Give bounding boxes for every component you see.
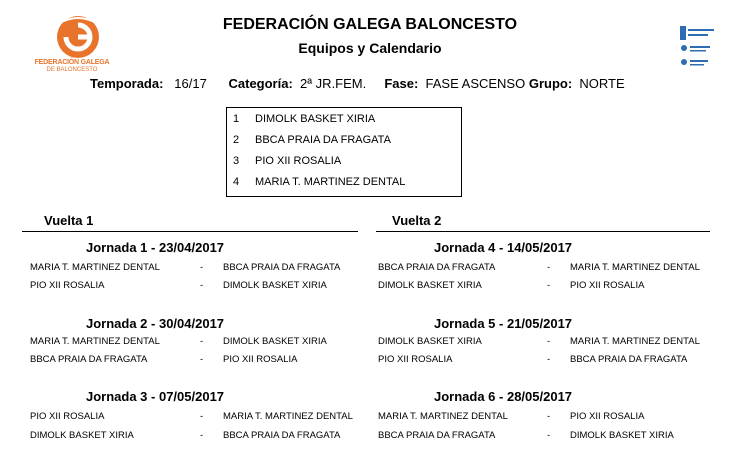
match-separator: - <box>200 354 204 365</box>
jornada-1-heading: Jornada 1 - 23/04/2017 <box>86 240 225 255</box>
category-value: 2ª JR.FEM. <box>300 76 367 91</box>
match-home: BBCA PRAIA DA FRAGATA <box>378 262 496 273</box>
team-name: BBCA PRAIA DA FRAGATA <box>255 134 391 146</box>
match-home: BBCA PRAIA DA FRAGATA <box>378 430 496 441</box>
vuelta-2-heading: Vuelta 2 <box>392 213 442 228</box>
team-name: PIO XII ROSALIA <box>255 155 342 167</box>
category-label: Categoría: <box>228 76 293 91</box>
xunta-logo <box>678 26 718 90</box>
jornada-2-heading: Jornada 2 - 30/04/2017 <box>86 316 225 331</box>
match-away: MARIA T. MARTINEZ DENTAL <box>223 411 353 422</box>
match-home: PIO XII ROSALIA <box>30 411 105 422</box>
match-separator: - <box>547 262 551 273</box>
match-home: DIMOLK BASKET XIRIA <box>30 430 134 441</box>
match-home: PIO XII ROSALIA <box>30 280 105 291</box>
team-number: 1 <box>233 113 240 125</box>
season-label: Temporada: <box>90 76 164 91</box>
match-away: DIMOLK BASKET XIRIA <box>223 280 327 291</box>
match-separator: - <box>547 354 551 365</box>
match-home: MARIA T. MARTINEZ DENTAL <box>378 411 508 422</box>
jornada-6-heading: Jornada 6 - 28/05/2017 <box>434 389 573 404</box>
match-separator: - <box>200 262 204 273</box>
match-away: BBCA PRAIA DA FRAGATA <box>570 354 688 365</box>
match-separator: - <box>200 280 204 291</box>
match-separator: - <box>547 430 551 441</box>
season-value: 16/17 <box>174 76 207 91</box>
logo-caption-line2: DE BALONCESTO <box>46 67 98 73</box>
match-away: BBCA PRAIA DA FRAGATA <box>223 262 341 273</box>
page-subtitle: Equipos y Calendario <box>298 40 442 56</box>
match-separator: - <box>200 430 204 441</box>
vuelta-1-divider <box>22 231 358 232</box>
match-away: PIO XII ROSALIA <box>570 411 645 422</box>
group-value: NORTE <box>579 76 625 91</box>
team-list <box>226 107 462 197</box>
match-separator: - <box>547 280 551 291</box>
jornada-3-heading: Jornada 3 - 07/05/2017 <box>86 389 225 404</box>
match-home: DIMOLK BASKET XIRIA <box>378 336 482 347</box>
match-separator: - <box>547 336 551 347</box>
page-title: FEDERACIÓN GALEGA BALONCESTO <box>222 16 518 33</box>
match-home: MARIA T. MARTINEZ DENTAL <box>30 336 160 347</box>
team-name: MARIA T. MARTINEZ DENTAL <box>255 176 406 188</box>
phase-label: Fase: <box>384 76 419 91</box>
jornada-5-heading: Jornada 5 - 21/05/2017 <box>434 316 573 331</box>
match-away: PIO XII ROSALIA <box>570 280 645 291</box>
team-name: DIMOLK BASKET XIRIA <box>255 113 376 125</box>
match-away: MARIA T. MARTINEZ DENTAL <box>570 336 700 347</box>
vuelta-2-divider <box>376 231 710 232</box>
competition-meta <box>90 76 625 91</box>
team-number: 4 <box>233 176 240 188</box>
match-away: MARIA T. MARTINEZ DENTAL <box>570 262 700 273</box>
team-number: 3 <box>233 155 240 167</box>
match-away: BBCA PRAIA DA FRAGATA <box>223 430 341 441</box>
match-home: PIO XII ROSALIA <box>378 354 453 365</box>
jornada-4-heading: Jornada 4 - 14/05/2017 <box>434 240 573 255</box>
match-away: DIMOLK BASKET XIRIA <box>570 430 674 441</box>
vuelta-1-heading: Vuelta 1 <box>44 213 94 228</box>
group-label: Grupo: <box>528 76 573 91</box>
match-home: BBCA PRAIA DA FRAGATA <box>30 354 148 365</box>
match-away: DIMOLK BASKET XIRIA <box>223 336 327 347</box>
match-separator: - <box>200 411 204 422</box>
match-away: PIO XII ROSALIA <box>223 354 298 365</box>
xunta-galicia-icon <box>678 26 718 90</box>
match-separator: - <box>547 411 551 422</box>
match-home: MARIA T. MARTINEZ DENTAL <box>30 262 160 273</box>
team-number: 2 <box>233 134 240 146</box>
phase-value: FASE ASCENSO <box>425 76 526 91</box>
match-home: DIMOLK BASKET XIRIA <box>378 280 482 291</box>
match-separator: - <box>200 336 204 347</box>
logo-caption-line1: FEDERACIÓN GALEGA <box>34 59 110 66</box>
